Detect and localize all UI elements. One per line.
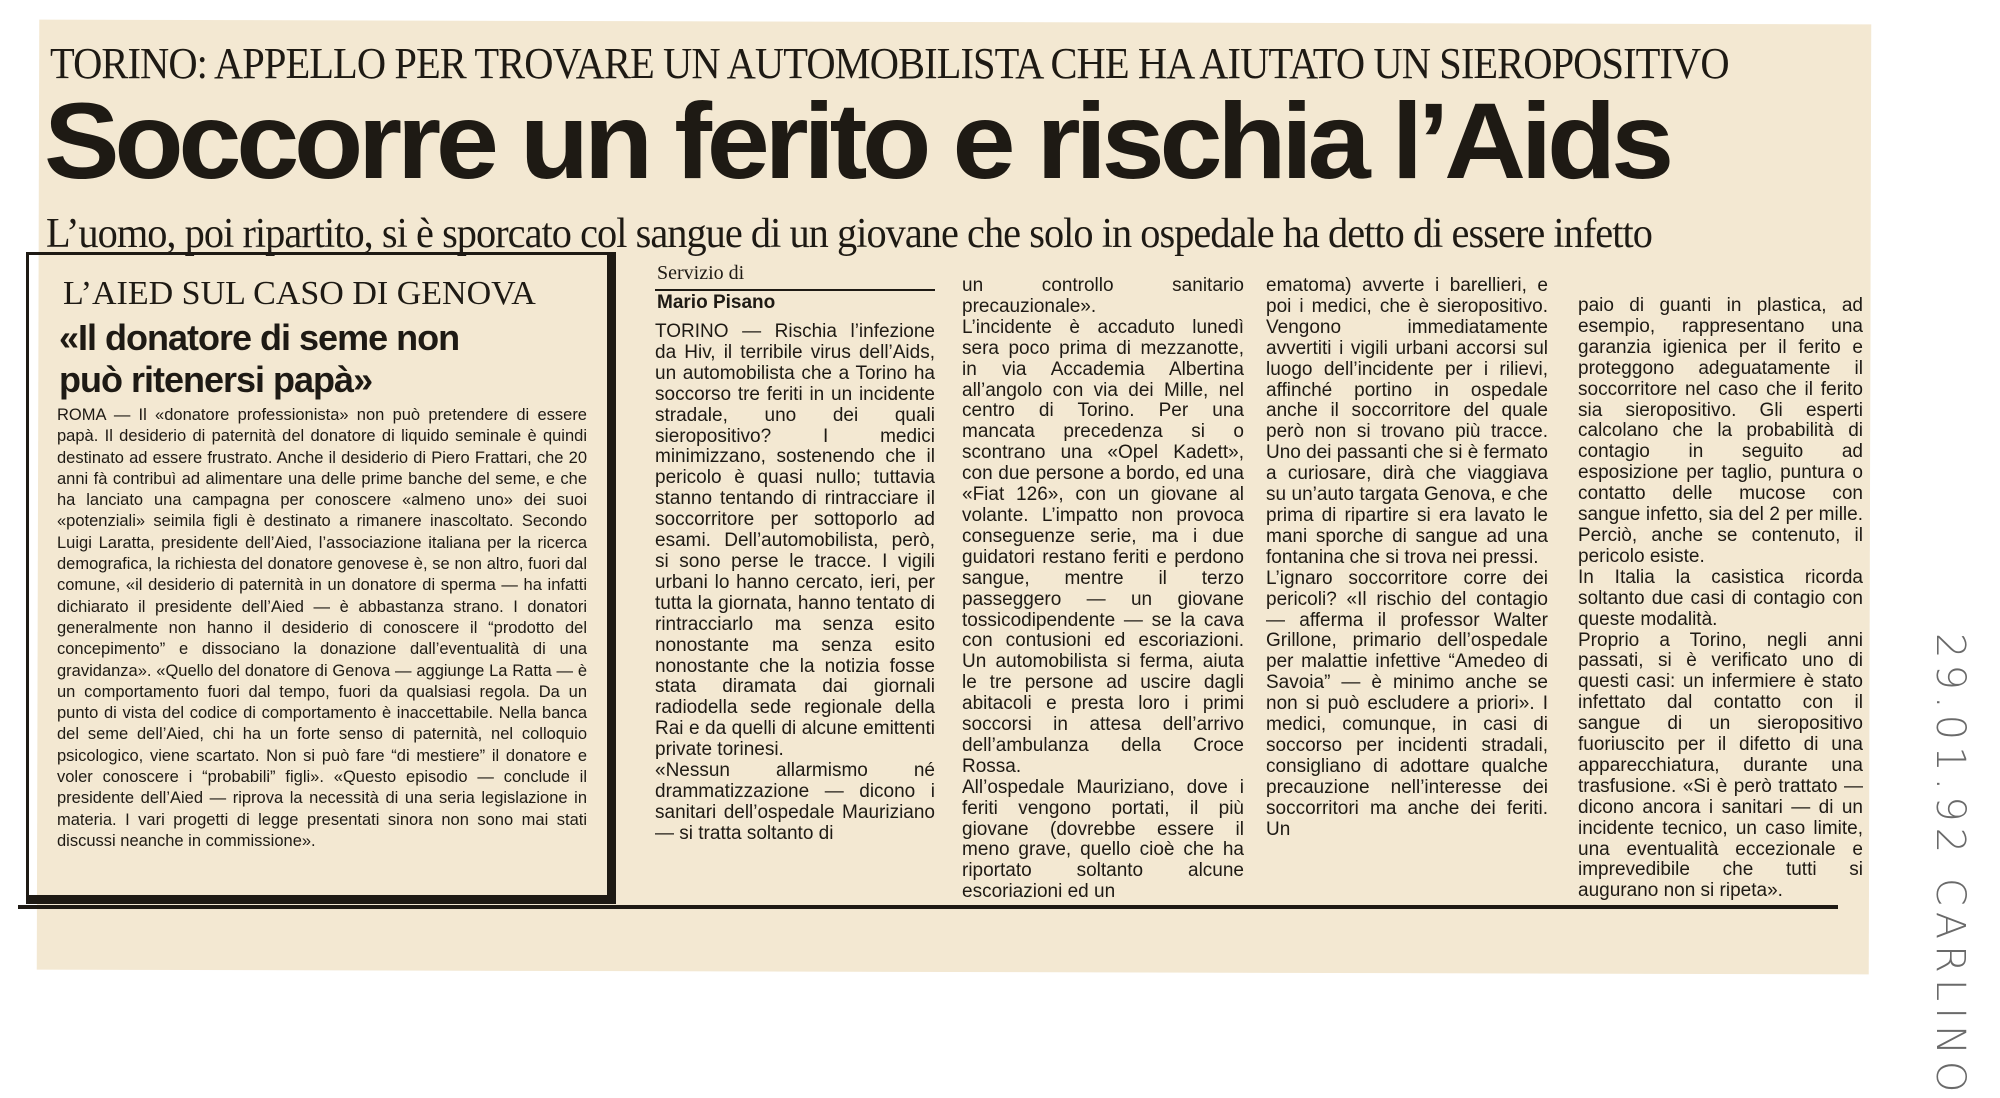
column-1	[655, 322, 935, 845]
byline-name: Mario Pisano	[657, 292, 776, 313]
headline: Soccorre un ferito e rischia l’Aids	[44, 80, 1669, 201]
paragraph: Proprio a Torino, negli anni passati, si è verificato uno di questi casi: un infermiere è stato infettato dal contatto con il sangue di un sieropositivo fuoriuscito per il difetto di una apparecchiatura, durante una trasfusione. «Si è però trattato — dicono ancora i sanitari — di un incidente tecnico, un caso limite, una eventualità eccezionale e imprevedibile che tutti si augurano non si ripeta».	[1578, 629, 1863, 902]
paragraph: In Italia la casistica ricorda soltanto due casi di contagio con queste modalità.	[1578, 566, 1863, 630]
sidebar-box	[26, 252, 616, 904]
paragraph: ematoma) avverte i barellieri, e poi i medici, che è sieropositivo. Vengono immediatamente avvertiti i vigili urbani accorsi sul luogo dell’incidente per i rilievi, affinché portino in ospedale anche il soccorritore del quale però non si trovano più tracce. Uno dei passanti che si è fermato a curiosare, dirà che viaggiava su un’auto targata Genova, e che prima di ripartire si era lavato le mani sporche di sangue ad una fontanina che si trova nei pressi.	[1266, 275, 1548, 568]
column-4	[1578, 296, 1863, 902]
byline-divider	[655, 289, 935, 291]
paragraph: All’ospedale Mauriziano, dove i feriti vengono portati, il più giovane (dovrebbe essere il meno grave, quello cioè che ha riportato soltanto alcune escoriazioni ed un	[962, 776, 1244, 903]
handwritten-date-note: 29.01.92 CARLINO	[1927, 633, 1973, 1098]
sidebar-body: ROMA — Il «donatore professionista» non può pretendere di essere papà. Il desiderio di paternità del donatore di liquido seminale è quindi destinato ad essere frustrato. Anche il desiderio di Piero Frattari, che 20 anni fà contribuì ad alimentare una delle prime banche del seme, e che ha lanciato una campagna per conoscere «almeno uno» dei suoi «potenziali» seimila figli è destinato a rimanere inascoltato. Secondo Luigi Laratta, presidente dell’Aied, l’associazione italiana per la ricerca demografica, la richiesta del donatore genovese è, se non altro, fuori dal comune, «il desiderio di paternità in un donatore di sperma — ha infatti dichiarato il presidente dell’Aied — è abbastanza strano. I donatori generalmente non hanno il desiderio di conoscere il “prodotto del concepimento” e dissociano la donazione dall’eventualità di una gravidanza». «Quello del donatore di Genova — aggiunge La Ratta — è un comportamento fuori dal tempo, fuori da qualsiasi regola. Da un punto di vista del codice di comportamento è inaccettabile. Nella banca del seme dell’Aied, chi ha un forte senso di paternità, nel colloquio psicologico, viene scartato. Non si può fare “di mestiere” il donatore e voler conoscere i “probabili” figli». «Questo episodio — conclude il presidente dell’Aied — riprova la necessità di una seria legislazione in materia. I vari progetti di legge presentati sinora non sono mai stati discussi neanche in commissione».	[57, 406, 587, 850]
bottom-rule	[18, 905, 1838, 909]
paragraph: «Nessun allarmismo né drammatizzazione — dicono i sanitari dell’ospedale Mauriziano — si tratta soltanto di	[655, 760, 935, 844]
sidebar-kicker: L’AIED SUL CASO DI GENOVA	[63, 275, 536, 312]
paragraph: paio di guanti in plastica, ad esempio, rappresentano una garanzia igienica per il ferito e proteggono adeguatamente il soccorritore nel caso che il ferito sia sieropositivo. Gli esperti calcolano che la probabilità di contagio in seguito ad esposizione per taglio, puntura o contatto delle mucose con sangue infetto, sia del 2 per mille. Perciò, anche se contenuto, il pericolo esiste.	[1578, 295, 1863, 567]
subhead: L’uomo, poi ripartito, si è sporcato col sangue di un giovane che solo in ospedale ha detto di essere infetto	[46, 211, 1652, 257]
paragraph: un controllo sanitario precauzionale».	[962, 275, 1244, 317]
byline-label: Servizio di	[657, 262, 745, 284]
column-3	[1266, 276, 1548, 840]
paragraph: L’ignaro soccorritore corre dei pericoli? «Il rischio del contagio — afferma il professor Walter Grillone, primario dell’ospedale per malattie infettive “Amedeo di Savoia” — è minimo anche se non si può escludere a priori». I medici, comunque, in casi di soccorso per incidenti stradali, consigliano di adottare qualche precauzione nell’interesse dei soccorritori ma anche dei feriti. Un	[1266, 567, 1548, 840]
sidebar-title: «Il donatore di seme non può ritenersi papà»	[59, 317, 460, 400]
column-2	[962, 276, 1244, 903]
paragraph: TORINO — Rischia l’infezione da Hiv, il terribile virus dell’Aids, un automobilista che a Torino ha soccorso tre feriti in un incidente stradale, uno dei quali sieropositivo? I medici minimizzano, sostenendo che il pericolo è quasi nullo; tuttavia stanno tentando di rintracciare il soccorritore per sottoporlo ad esami. Dell’automobilista, però, si sono perse le tracce. I vigili urbani lo hanno cercato, ieri, per tutta la giornata, hanno tentato di rintracciarlo ma senza esito nonostante ma senza esito nonostante che la notizia fosse stata diramata dai giornali radiodella sede regionale della Rai e da quelli di alcune emittenti private torinesi.	[655, 321, 935, 761]
kicker: TORINO: APPELLO PER TROVARE UN AUTOMOBILISTA CHE HA AIUTATO UN SIEROPOSITIVO	[50, 39, 1729, 88]
paragraph: L’incidente è accaduto lunedì sera poco prima di mezzanotte, in via Accademia Albertina all’angolo con via dei Mille, nel centro di Torino. Per una mancata precedenza si o scontrano una «Opel Kadett», con due persone a bordo, ed una «Fiat 126», con un giovane al volante. L’impatto non provoca conseguenze serie, ma i due guidatori restano feriti e perdono sangue, mentre il terzo passeggero — un giovane tossicodipendente — se la cava con contusioni ed escoriazioni. Un automobilista si ferma, aiuta le tre persone ad uscire dagli abitacoli e presta loro i primi soccorsi in attesa dell’arrivo dell’ambulanza della Croce Rossa.	[962, 316, 1244, 777]
